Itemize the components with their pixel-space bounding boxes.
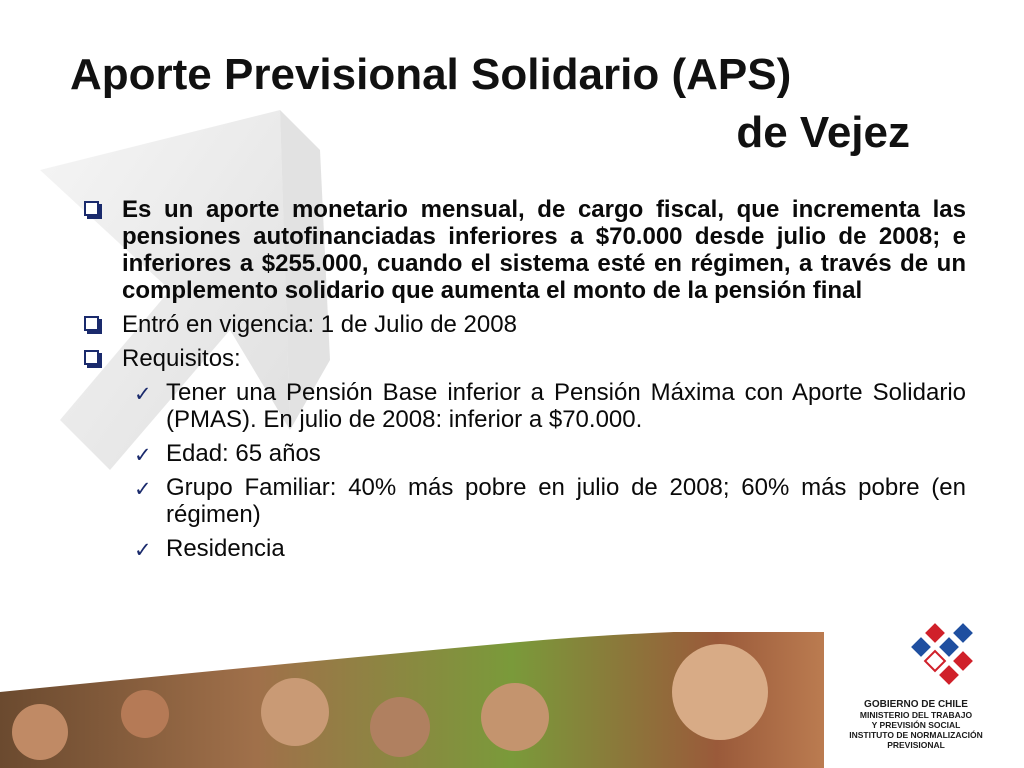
logo-line-4: INSTITUTO DE NORMALIZACIÓN [849,730,983,740]
bullet-text: Entró en vigencia: 1 de Julio de 2008 [122,311,517,338]
bullet-text: Requisitos: [122,345,241,372]
slide-title [70,46,910,162]
requisito-text: Tener una Pensión Base inferior a Pensión Máxima con Aporte Solidario (PMAS). En julio de 2008: inferior a $70.000. [166,379,966,433]
requisito-text: Edad: 65 años [166,440,321,467]
checkmark-icon: ✓ [134,382,152,406]
bullet-text: Es un aporte monetario mensual, de cargo fiscal, que incrementa las pensiones autofinanciadas inferiores a $70.000 desde julio de 2008; e inferiores a $255.000, cuando el sistema esté en régimen, a través de un complemento solidario que aumenta el monto de la pensión final [122,196,966,304]
logo-line-3: Y PREVISIÓN SOCIAL [871,720,961,730]
requisito-text: Grupo Familiar: 40% más pobre en julio de 2008; 60% más pobre (en régimen) [166,474,966,528]
square-bullet-icon [84,201,99,216]
checkmark-icon: ✓ [134,443,152,467]
title-line-2: de Vejez [736,108,910,157]
logo-line-1: GOBIERNO DE CHILE [864,699,968,710]
requisito-item [80,379,966,433]
logo-line-5: PREVISIONAL [887,740,945,750]
requisito-item [80,474,966,528]
requisito-text: Residencia [166,535,285,562]
checkmark-icon: ✓ [134,538,152,562]
bullet-requisitos [80,345,966,372]
bullet-description [80,196,966,304]
square-bullet-icon [84,350,99,365]
checkmark-icon: ✓ [134,477,152,501]
logo-line-2: MINISTERIO DEL TRABAJO [859,710,973,720]
government-logo-text [846,700,986,750]
title-line-1: Aporte Previsional Solidario (APS) [70,50,792,99]
requisito-item [80,535,966,562]
bullet-list [80,196,966,569]
requisito-item [80,440,966,467]
square-bullet-icon [84,316,99,331]
bullet-vigencia [80,311,966,338]
